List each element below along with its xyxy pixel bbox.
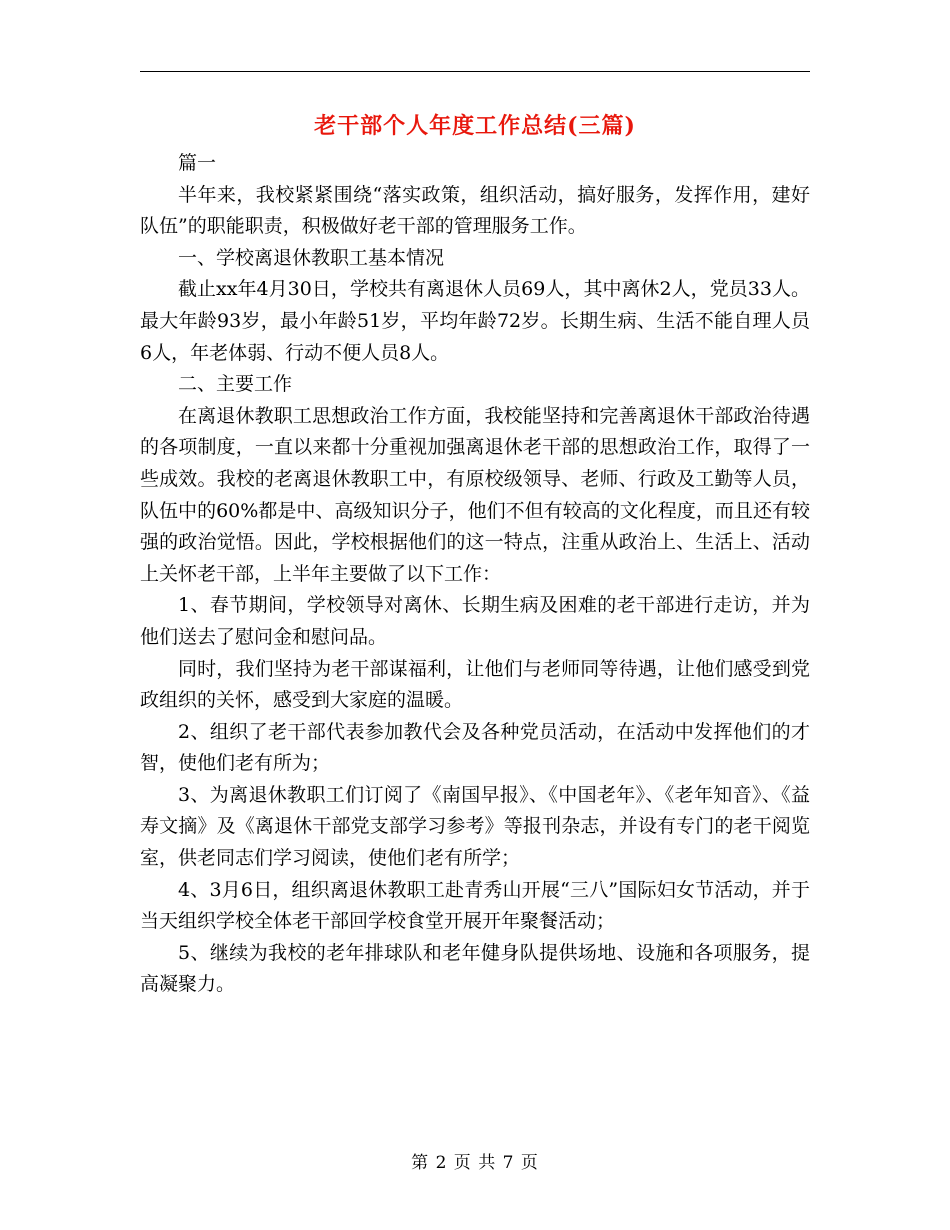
paragraph: 截止xx年4月30日，学校共有离退休人员69人，其中离休2人，党员33人。最大年龄93岁，最小年龄51岁，平均年龄72岁。长期生病、生活不能自理人员6人，年老体弱、行动不便人员8人。 bbox=[140, 278, 810, 364]
section-heading: 篇一 bbox=[178, 152, 217, 174]
list-item: 3、为离退休教职工们订阅了《南国早报》、《中国老年》、《老年知音》、《益寿文摘》及《离退休干部党支部学习参考》等报刊杂志，并设有专门的老干阅览室，供老同志们学习阅读，使他们老有所学； bbox=[140, 783, 810, 870]
list-item: 2、组织了老干部代表参加教代会及各种党员活动，在活动中发挥他们的才智，使他们老有所为； bbox=[140, 720, 810, 775]
list-item: 4、3月6日，组织离退休教职工赴青秀山开展“三八”国际妇女节活动，并于当天组织学校全体老干部回学校食堂开展开年聚餐活动； bbox=[140, 878, 810, 933]
paragraph: 同时，我们坚持为老干部谋福利，让他们与老师同等待遇，让他们感受到党政组织的关怀，感受到大家庭的温暖。 bbox=[140, 657, 810, 712]
list-item: 5、继续为我校的老年排球队和老年健身队提供场地、设施和各项服务，提高凝聚力。 bbox=[140, 941, 810, 996]
paragraph: 在离退休教职工思想政治工作方面，我校能坚持和完善离退休干部政治待遇的各项制度，一直以来都十分重视加强离退休老干部的思想政治工作，取得了一些成效。我校的老离退休教职工中，有原校级领导、老师、行政及工勤等人员，队伍中的60%都是中、高级知识分子，他们不但有较高的文化程度，而且还有较强的政治觉悟。因此，学校根据他们的这一特点，注重从政治上、生活上、活动上关怀老干部，上半年主要做了以下工作： bbox=[140, 404, 810, 585]
page-number: 第 2 页 共 7 页 bbox=[411, 1153, 539, 1173]
section-heading: 一、学校离退休教职工基本情况 bbox=[178, 246, 445, 269]
paragraph: 半年来，我校紧紧围绕“落实政策，组织活动，搞好服务，发挥作用，建好队伍”的职能职责，积极做好老干部的管理服务工作。 bbox=[140, 183, 810, 238]
header-rule bbox=[140, 71, 810, 72]
document-title: 老干部个人年度工作总结(三篇) bbox=[314, 113, 636, 139]
list-item: 1、春节期间，学校领导对离休、长期生病及困难的老干部进行走访，并为他们送去了慰问金和慰问品。 bbox=[140, 594, 810, 648]
document-body bbox=[140, 148, 810, 1001]
section-heading: 二、主要工作 bbox=[178, 373, 293, 396]
